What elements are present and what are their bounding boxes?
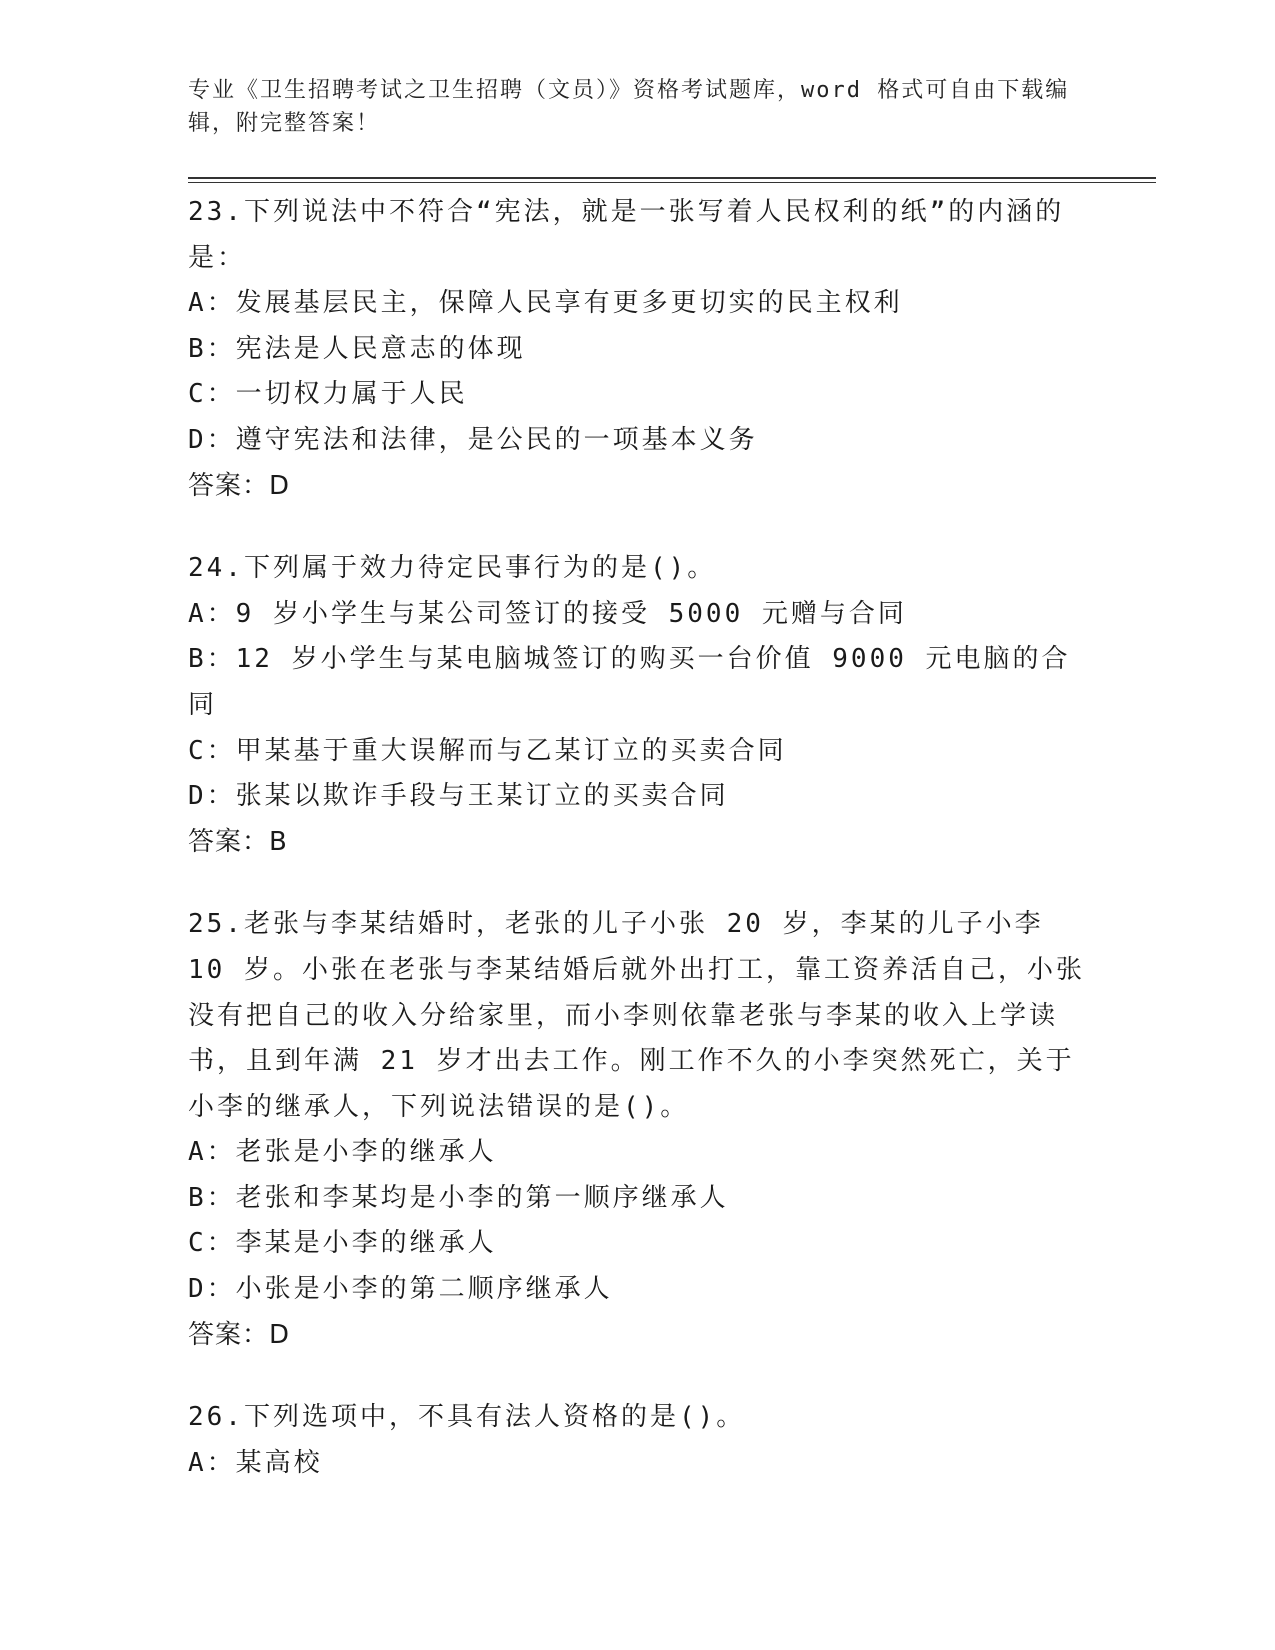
option-c: C：甲某基于重大误解而与乙某订立的买卖合同 bbox=[188, 735, 787, 766]
answer-line: 答案：D bbox=[188, 470, 291, 501]
question-stem: 24.下列属于效力待定民事行为的是()。 bbox=[188, 553, 717, 584]
option-b: B：宪法是人民意志的体现 bbox=[188, 333, 526, 364]
option-c: C：李某是小李的继承人 bbox=[188, 1228, 497, 1259]
option-b: B：12 岁小学生与某电脑城签订的购买一台价值 9000 元电脑的合同 bbox=[188, 644, 1071, 720]
option-d: D：张某以欺诈手段与王某订立的买卖合同 bbox=[188, 781, 729, 812]
question-24 bbox=[188, 546, 1088, 865]
question-stem: 25.老张与李某结婚时，老张的儿子小张 20 岁，李某的儿子小李 10 岁。小张在老张与李某结婚后就外出打工，靠工资养活自己，小张没有把自己的收入分给家里，而小李则依靠老张与李某的收入上学读书，且到年满 21 岁才出去工作。刚工作不久的小李突然死亡，关于小李的继承人，下列说法错误的是()。 bbox=[188, 909, 1085, 1122]
answer-line: 答案：D bbox=[188, 1319, 291, 1350]
option-a: A：老张是小李的继承人 bbox=[188, 1137, 497, 1168]
question-list bbox=[188, 190, 1088, 1523]
question-23 bbox=[188, 190, 1088, 509]
option-d: D：小张是小李的第二顺序继承人 bbox=[188, 1274, 613, 1305]
option-a: A：某高校 bbox=[188, 1447, 323, 1478]
header-divider-thick bbox=[188, 177, 1156, 179]
question-stem: 26.下列选项中，不具有法人资格的是()。 bbox=[188, 1402, 746, 1433]
question-25 bbox=[188, 902, 1088, 1358]
answer-line: 答案：B bbox=[188, 826, 288, 857]
option-c: C：一切权力属于人民 bbox=[188, 379, 468, 410]
option-a: A：9 岁小学生与某公司签订的接受 5000 元赠与合同 bbox=[188, 598, 907, 629]
option-b: B：老张和李某均是小李的第一顺序继承人 bbox=[188, 1182, 729, 1213]
option-a: A：发展基层民主，保障人民享有更多更切实的民主权利 bbox=[188, 288, 903, 319]
document-intro: 专业《卫生招聘考试之卫生招聘（文员）》资格考试题库，word 格式可自由下载编辑，附完整答案！ bbox=[188, 78, 1070, 136]
header-divider-thin bbox=[188, 182, 1156, 183]
question-26 bbox=[188, 1395, 1088, 1486]
question-stem: 23.下列说法中不符合“宪法，就是一张写着人民权利的纸”的内涵的是： bbox=[188, 197, 1065, 273]
option-d: D：遵守宪法和法律，是公民的一项基本义务 bbox=[188, 424, 758, 455]
